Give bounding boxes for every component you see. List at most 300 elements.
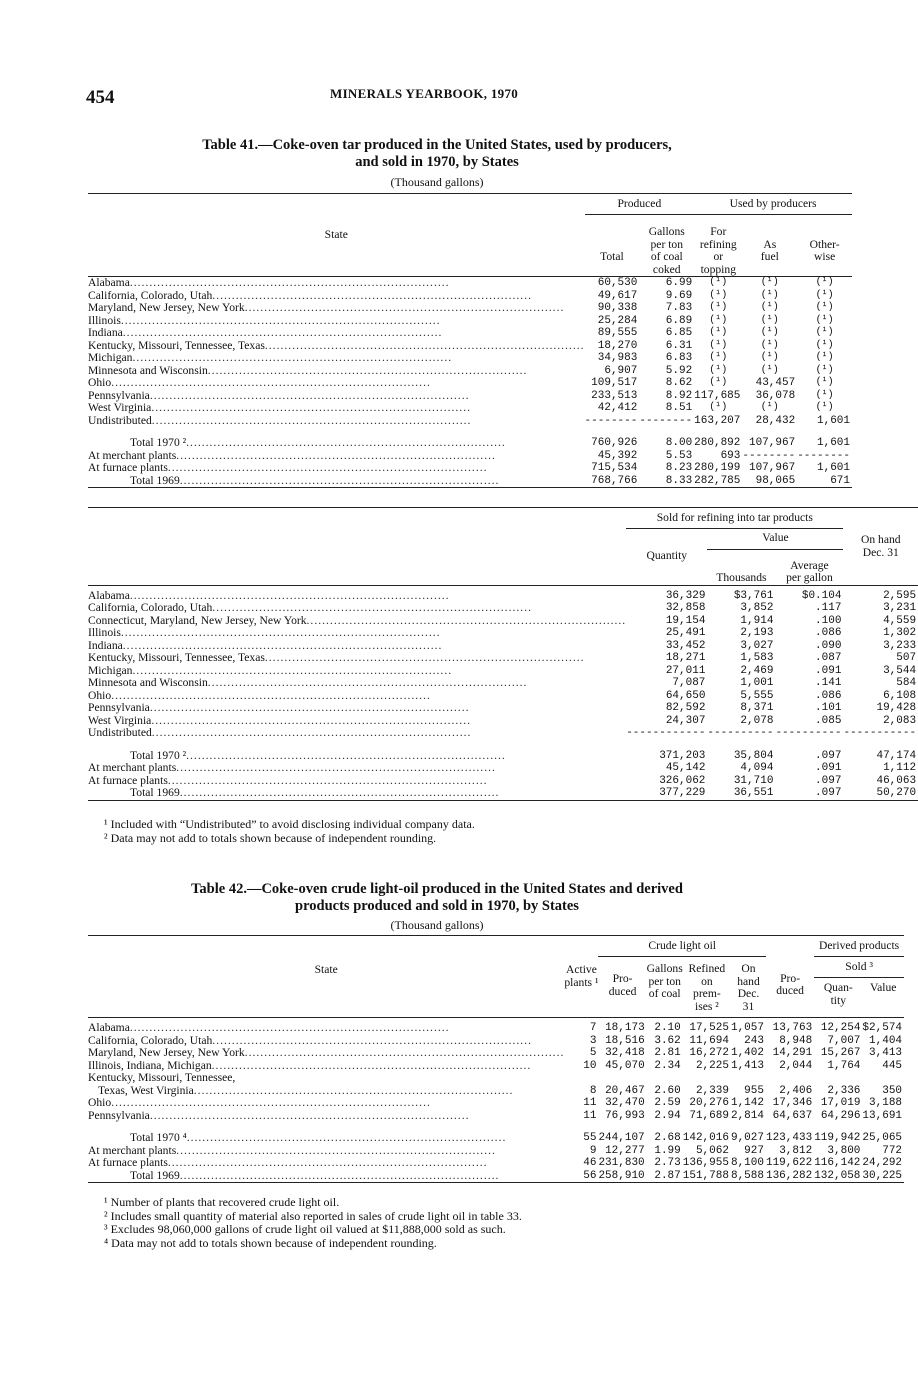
cell-onhand: 2,814 [730,1109,764,1122]
leader-dots: .................................................................................. [212,1033,532,1047]
state-name: At furnace plants [88,461,168,474]
cell-total: 42,412 [597,402,638,414]
cell-qty: 45,142 [665,762,706,774]
cell-qty: 15,267 [820,1047,861,1059]
cell-gpt: 8.00 [665,437,693,449]
leader-dots: .................................................................................. [122,638,443,652]
cell-gpt: 9.69 [665,289,693,302]
header-as-fuel: As fuel [742,215,797,277]
cell-onhand: 50,270 [843,787,918,800]
cell-onhand: 8,588 [730,1169,764,1182]
cell-total: 233,513 [591,389,638,402]
cell-onhand: 243 [744,1034,764,1047]
cell-produced: 258,910 [598,1169,645,1182]
cell-fuel: -------- [742,449,796,462]
cell-qty: 119,942 [814,1132,861,1144]
cell-other: (¹) [815,314,834,326]
cell-fuel: (¹) [760,364,779,376]
row-label [88,787,626,800]
header-on-hand: On hand Dec. 31 [843,508,918,586]
cell-total: 18,270 [597,339,638,352]
cell-value: 772 [882,1144,903,1157]
state-name: Indiana [88,326,123,339]
cell-refining: (¹) [709,352,728,363]
cell-total: 34,983 [597,352,638,364]
cell-qty: 1,764 [827,1059,861,1072]
cell-other: (¹) [815,402,834,413]
state-name: At furnace plants [88,1156,168,1169]
header-sold-for-refining: Sold for refining into tar products [626,508,843,529]
cell-refining: (¹) [709,377,728,388]
cell-avg: .097 [775,787,843,800]
cell-fuel: (¹) [760,302,779,313]
table42-unit: (Thousand gallons) [390,918,484,932]
cell-refining: 163,207 [694,414,741,427]
cell-avg: .141 [815,677,842,689]
cell-dproduced: 17,346 [772,1097,813,1109]
cell-qty: 64,650 [665,689,706,702]
cell-plants: 8 [589,1084,597,1097]
cell-qty: 18,271 [665,652,706,664]
leader-dots: .................................................................................. [129,588,450,602]
cell-value: 30,225 [862,1169,903,1182]
cell-value: 13,691 [862,1109,903,1122]
state-name: California, Colorado, Utah [88,1033,213,1047]
cell-gpt: 2.87 [647,1170,683,1183]
leader-dots: .................................................................................. [129,1021,450,1034]
cell-thousands: 36,551 [707,787,775,800]
cell-gpt: 2.68 [654,1132,681,1144]
leader-dots: .................................................................................. [111,376,431,389]
table41-footnotes [104,818,475,845]
table42-caption [88,881,786,915]
cell-plants: 5 [589,1047,597,1059]
header-state: State [88,936,564,1018]
cell-avg: .091 [815,664,842,677]
state-name: West Virginia [88,713,152,727]
cell-other: (¹) [815,302,834,313]
cell-refining: 282,785 [694,474,741,487]
cell-thousands: 31,710 [733,774,774,787]
cell-produced: 76,993 [605,1109,645,1122]
cell-avg: .100 [815,614,842,627]
cell-produced: 244,107 [598,1132,645,1144]
cell-refining: (¹) [709,402,728,413]
cell-avg: .101 [815,702,842,714]
leader-dots: .................................................................................. [111,688,431,702]
cell-thousands: 2,469 [740,664,774,677]
leader-dots: .................................................................................. [151,413,472,427]
cell-other: (¹) [815,389,834,401]
cell-other: (¹) [815,352,834,363]
cell-dproduced: 8,948 [779,1034,813,1047]
cell-produced: 18,173 [605,1022,645,1034]
cell-fuel: (¹) [760,289,779,301]
state-name: Maryland, New Jersey, New York [88,1046,245,1059]
footnote: ¹ Number of plants that recovered crude light oil. [104,1195,340,1209]
table41-caption-line1: Table 41.—Coke-oven tar produced in the United States, used by producers, [202,137,672,153]
cell-fuel: 36,078 [755,389,796,402]
state-name: At merchant plants [88,761,177,774]
cell-fuel: 28,432 [755,414,796,427]
leader-dots: .................................................................................. [207,676,528,689]
leader-dots: .................................................................................. [120,626,441,639]
cell-total: 25,284 [597,314,638,327]
header-derived-produced: Pro- duced [766,957,814,1018]
row-label [88,415,585,428]
cell-onhand: 2,595 [883,589,917,602]
cell-other: -------- [797,449,851,462]
state-name: Maryland, New Jersey, New York [88,301,245,314]
cell-refined: 20,276 [689,1097,729,1109]
state-name: At merchant plants [88,448,177,462]
cell-value: 445 [882,1059,903,1072]
cell-other: 1,601 [817,437,851,449]
cell-gpt: 6.99 [665,277,693,289]
cell-total: 89,555 [597,327,638,339]
cell-total: 715,534 [591,462,638,474]
cell-gpt: 2.34 [654,1059,681,1072]
cell-thousands: 3,852 [740,602,774,614]
cell-produced: 18,516 [605,1034,645,1047]
header-total: Total [585,215,640,277]
table-row [88,1110,904,1123]
cell-avg: .091 [815,762,842,774]
leader-dots: .................................................................................. [122,326,443,339]
cell-onhand: 1,413 [730,1059,764,1072]
cell-qty: 64,296 [820,1109,861,1122]
footnote: ² Data may not add to totals shown because of independent rounding. [104,830,437,845]
header-state: State [88,194,585,277]
cell-gpt: 8.62 [665,377,693,389]
row-label [88,1170,564,1183]
state-name: Total 1969 [130,786,180,799]
cell-refining: 693 [720,449,741,462]
cell-gpt: 5.92 [665,364,693,377]
header-on-hand: On hand Dec. 31 [731,957,766,1018]
cell-plants: 46 [583,1157,597,1169]
state-name: Pennsylvania [88,701,150,714]
cell-thousands: 1,001 [740,677,774,689]
cell-other: 1,601 [817,414,851,427]
cell-refining: 117,685 [694,389,741,402]
cell-qty: 27,011 [665,664,706,677]
header-gallons-per-ton: Gallons per ton of coal [647,957,683,1018]
cell-refined: 2,225 [695,1059,729,1072]
cell-refined: 11,694 [689,1034,729,1047]
table41-part2 [88,507,918,801]
leader-dots: .................................................................................. [167,1156,488,1169]
table41-caption [88,137,786,171]
cell-refined: 136,955 [682,1157,729,1169]
cell-dproduced: 13,763 [772,1022,813,1034]
cell-gpt: 1.99 [654,1144,681,1157]
cell-other: (¹) [815,377,834,388]
cell-onhand: 1,057 [730,1022,764,1034]
state-name: At furnace plants [88,773,168,787]
header-thousands: Thousands [707,549,775,585]
cell-total: 60,530 [597,277,638,289]
leader-dots: .................................................................................. [179,786,500,799]
table41-unit: (Thousand gallons) [390,175,484,189]
header-produced: Pro- duced [598,957,646,1018]
cell-thousands: 1,914 [740,614,774,627]
table42-caption-line1: Table 42.—Coke-oven crude light-oil produced in the United States and derived [191,881,683,897]
table-row [88,1072,904,1097]
state-name: Alabama [88,1021,130,1034]
cell-avg: .097 [815,774,842,787]
leader-dots: .................................................................................. [132,351,453,364]
cell-thousands: $3,761 [733,589,774,602]
table-row [88,787,918,800]
leader-dots: .................................................................................. [306,613,627,627]
cell-other: 1,601 [817,462,851,474]
cell-refined: 142,016 [682,1132,729,1144]
cell-onhand: 584 [896,677,917,689]
state-name-continued: Texas, West Virginia [98,1083,194,1097]
cell-refining: (¹) [709,302,728,313]
cell-dproduced: 3,812 [779,1144,813,1157]
leader-dots: .................................................................................. [179,473,500,487]
cell-avg: .090 [815,639,842,652]
cell-qty: 36,329 [665,589,706,602]
leader-dots: .................................................................................. [186,748,506,762]
leader-dots: .................................................................................. [244,1046,565,1059]
state-name: Ohio [88,688,112,702]
state-name: Illinois, Indiana, Michigan [88,1058,212,1072]
cell-qty: 326,062 [659,774,706,787]
row-label [88,475,585,488]
cell-qty: 33,452 [665,639,706,652]
leader-dots: .................................................................................. [179,1168,500,1182]
state-name: Total 1970 ² [130,748,187,762]
cell-onhand: 1,112 [883,762,917,774]
cell-value: $2,574 [862,1022,903,1034]
header-value: Value [862,978,904,1018]
cell-onhand: 47,174 [876,749,917,762]
cell-onhand: 3,231 [883,602,917,614]
cell-other: 671 [797,475,852,488]
cell-qty: 7,087 [672,677,706,689]
state-name: Alabama [88,588,130,602]
cell-fuel: (¹) [760,314,779,326]
cell-fuel: 107,967 [748,462,796,474]
row-label [88,1072,564,1097]
table-row [88,727,918,740]
cell-refining: (¹) [709,289,728,301]
leader-dots: .................................................................................. [186,436,506,449]
footnote: ⁴ Data may not add to totals shown because of independent rounding. [104,1235,437,1250]
cell-qty: 19,154 [665,614,706,627]
leader-dots: .................................................................................. [211,1058,532,1072]
cell-onhand: 955 [744,1084,764,1097]
cell-plants: 56 [564,1170,598,1183]
leader-dots: .................................................................................. [212,288,532,302]
state-name: Undistributed [88,413,152,427]
cell-thousands: 2,193 [740,627,774,639]
footnote: ¹ Included with “Undistributed” to avoid disclosing individual company data. [104,817,475,831]
state-name: Minnesota and Wisconsin [88,676,208,689]
cell-produced: 20,467 [605,1084,645,1097]
cell-onhand: 1,402 [730,1047,764,1059]
cell-dproduced: 64,637 [772,1109,813,1122]
cell-refined: 71,689 [689,1109,729,1122]
cell-refining: (¹) [709,339,728,351]
table-row [88,475,852,488]
cell-onhand: 1,142 [730,1097,764,1109]
table41-part1 [88,193,852,488]
cell-onhand: 2,083 [883,714,917,727]
cell-onhand: 19,428 [876,702,917,714]
cell-refined: 16,272 [689,1047,729,1059]
header-produced: Produced [585,194,695,215]
state-name: Total 1969 [130,1168,180,1182]
state-name: Undistributed [88,726,152,739]
state-name: California, Colorado, Utah [88,601,213,614]
cell-plants: 7 [589,1022,597,1034]
cell-total: 6,907 [604,364,638,377]
cell-gpt: 2.73 [654,1157,681,1169]
cell-refining: (¹) [709,327,728,338]
row-label [88,727,626,740]
leader-dots: .................................................................................. [264,338,585,352]
leader-dots: .................................................................................. [186,1131,507,1144]
cell-value: 3,413 [869,1047,903,1059]
cell-gpt: 6.31 [665,339,693,352]
cell-avg: .097 [815,749,842,762]
cell-qty: 17,019 [820,1097,861,1109]
leader-dots: .................................................................................. [193,1083,514,1097]
cell-gpt: 6.83 [665,352,693,364]
state-name: Illinois [88,626,121,639]
cell-qty: 2,336 [827,1084,861,1097]
state-name: Total 1969 [130,473,180,487]
header-for-refining: For refining or topping [694,215,742,277]
cell-refined: 2,339 [695,1084,729,1097]
state-name: Alabama [88,276,130,289]
cell-qty: 377,229 [626,787,707,800]
cell-dproduced: 2,044 [779,1059,813,1072]
cell-gpt: 8.92 [665,389,693,402]
cell-onhand: 3,233 [883,639,917,652]
cell-total: 45,392 [597,449,638,462]
header-sold: Sold ³ [814,957,904,978]
cell-qty: 7,007 [827,1034,861,1047]
state-name: Kentucky, Missouri, Tennessee, Texas [88,338,265,352]
cell-thousands: 5,555 [740,689,774,702]
cell-thousands: 1,583 [740,652,774,664]
table42-footnotes [104,1196,522,1250]
cell-refining: 280,892 [694,437,741,449]
cell-fuel: (¹) [760,339,779,351]
leader-dots: .................................................................................. [149,1108,470,1122]
leader-dots: .................................................................................. [244,301,565,314]
cell-gpt: 8.33 [639,475,694,488]
cell-other: (¹) [815,364,834,376]
cell-onhand: 46,063 [876,774,917,787]
cell-qty: 132,058 [814,1169,861,1182]
leader-dots: .................................................................................. [212,601,532,614]
cell-produced: 231,830 [598,1157,645,1169]
state-name: Pennsylvania [88,1108,150,1122]
cell-thousands: 4,094 [740,762,774,774]
cell-produced: 12,277 [605,1144,645,1157]
cell-dproduced: 14,291 [772,1047,813,1059]
cell-avg: .085 [815,714,842,727]
cell-fuel: 43,457 [755,377,796,389]
cell-avg: ---------- [775,727,842,739]
state-name: Ohio [88,1096,112,1109]
state-name: Minnesota and Wisconsin [88,363,208,377]
cell-onhand: 3,544 [883,664,917,677]
state-name: Total 1970 ⁴ [130,1131,187,1144]
leader-dots: .................................................................................. [129,276,450,289]
cell-fuel: 98,065 [742,475,797,488]
cell-fuel: (¹) [760,327,779,338]
header-quantity: Quantity [626,528,707,585]
leader-dots: .................................................................................. [120,313,441,327]
cell-onhand: ----------- [843,727,917,739]
leader-dots: .................................................................................. [132,663,453,677]
cell-plants: 11 [583,1109,597,1122]
cell-gpt: 7.83 [665,302,693,314]
cell-qty: 25,491 [665,627,706,639]
table41-caption-line2: and sold in 1970, by States [355,154,519,170]
leader-dots: .................................................................................. [167,773,488,787]
cell-dproduced: 2,406 [779,1084,813,1097]
leader-dots: .................................................................................. [176,1143,496,1157]
cell-dproduced: 136,282 [765,1169,813,1182]
cell-onhand: 927 [744,1144,764,1157]
state-name: California, Colorado, Utah [88,288,213,302]
cell-value: 1,404 [869,1034,903,1047]
table42-caption-line2: products produced and sold in 1970, by States [295,898,579,914]
cell-onhand: 8,100 [730,1157,764,1169]
cell-value: 3,188 [869,1097,903,1109]
cell-total: 768,766 [585,475,640,488]
leader-dots: .................................................................................. [149,388,470,402]
cell-gpt: 6.89 [665,314,693,327]
cell-onhand: 9,027 [730,1132,764,1144]
cell-thousands: 8,371 [740,702,774,714]
cell-fuel: 107,967 [748,437,796,449]
state-name: At merchant plants [88,1143,177,1157]
cell-qty: 116,142 [814,1157,861,1169]
cell-total: 90,338 [597,302,638,314]
state-name: Total 1970 ² [130,436,187,449]
cell-onhand: 1,302 [883,627,917,639]
table-row [88,415,852,428]
cell-produced: 32,418 [605,1047,645,1059]
cell-refining: (¹) [709,277,728,288]
cell-thousands: ---------- [707,727,774,739]
header-value: Value [707,528,843,549]
cell-avg: .087 [815,652,842,664]
cell-other: (¹) [815,327,834,338]
state-name: Kentucky, Missouri, Tennessee, [88,1071,236,1084]
cell-qty: 24,307 [665,714,706,727]
cell-refining: 280,199 [694,462,741,474]
header-gallons-per-ton: Gallons per ton of coal coked [639,215,694,277]
cell-thousands: 35,804 [733,749,774,762]
state-name: Illinois [88,313,121,327]
leader-dots: .................................................................................. [167,461,488,474]
leader-dots: .................................................................................. [149,701,470,714]
state-name: Ohio [88,376,112,389]
cell-refined: 151,788 [682,1169,729,1182]
cell-avg: .117 [815,602,842,614]
leader-dots: .................................................................................. [176,761,496,774]
